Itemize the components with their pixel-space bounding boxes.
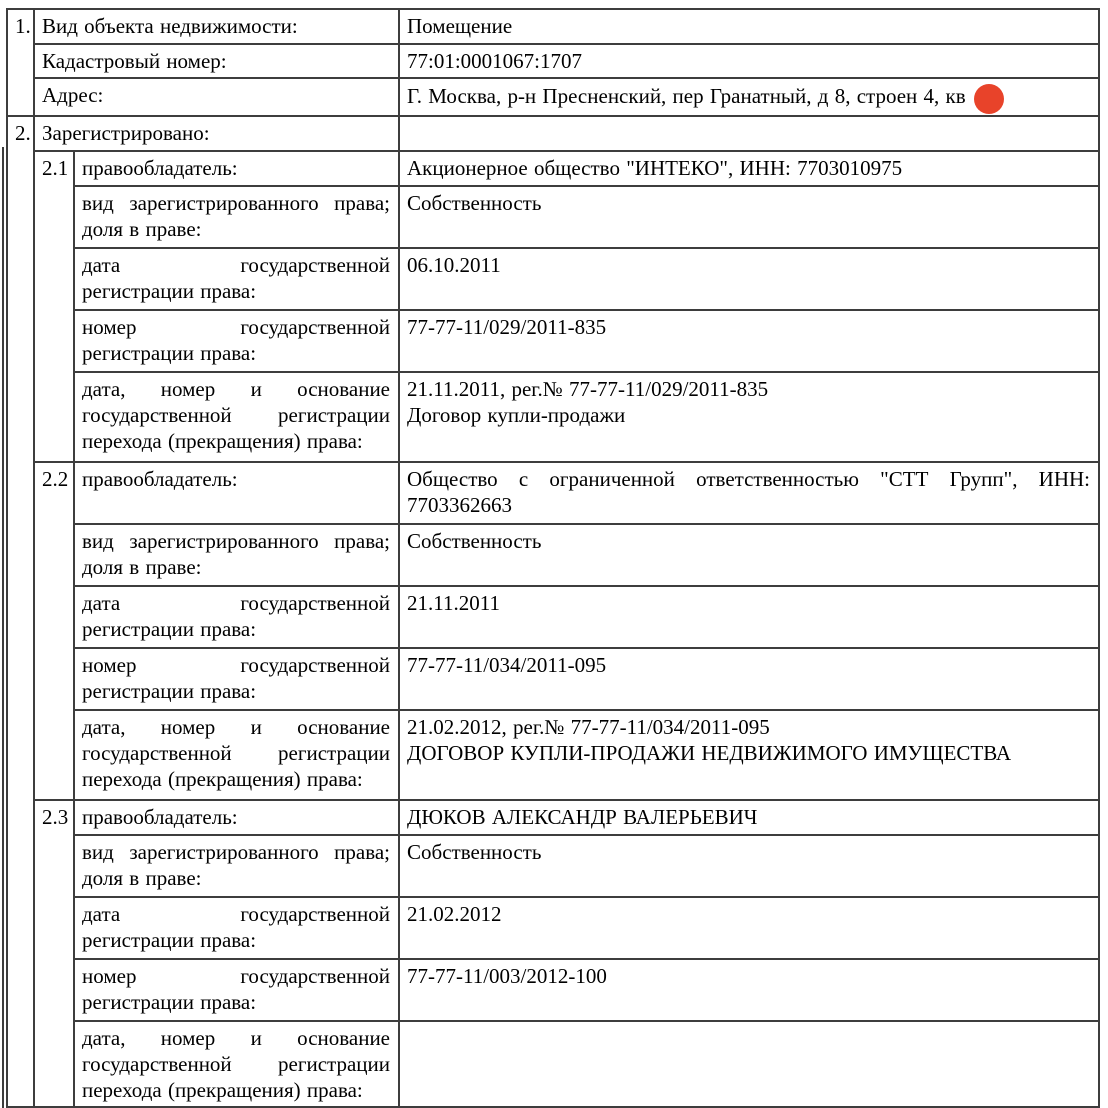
object-type-label: Вид объекта недвижимости: [34,9,399,44]
right-type-label-2-3: вид зарегистрированного права; доля в праве: [74,835,399,897]
right-type-label-2-1: вид зарегистрированного права; доля в праве: [74,186,399,248]
registered-header-label: Зарегистрировано: [34,116,399,151]
table-row [7,586,1099,648]
reg-date-label-2-2: дата государственной регистрации права: [74,586,399,648]
entry-number-2-3: 2.3 [34,800,74,1107]
table-row [7,800,1099,835]
reg-number-label-2-2: номер государственной регистрации права: [74,648,399,710]
entry-number-2-1: 2.1 [34,151,74,462]
transfer-value-2-3 [399,1021,1099,1107]
table-row [7,372,1099,462]
property-registry-table [6,8,1100,1108]
reg-number-label-2-3: номер государственной регистрации права: [74,959,399,1021]
table-row [7,648,1099,710]
reg-number-value-2-3: 77-77-11/003/2012-100 [399,959,1099,1021]
reg-date-label-2-1: дата государственной регистрации права: [74,248,399,310]
table-row [7,524,1099,586]
reg-date-value-2-2: 21.11.2011 [399,586,1099,648]
reg-number-value-2-1: 77-77-11/029/2011-835 [399,310,1099,372]
section-2-number: 2. [7,116,34,1107]
address-value: Г. Москва, р-н Пресненский, пер Гранатный, д 8, строен 4, кв [407,84,966,108]
transfer-value-2-1 [399,372,1099,462]
owner-label-2-2: правообладатель: [74,462,399,524]
table-row [7,462,1099,524]
reg-number-label-2-1: номер государственной регистрации права: [74,310,399,372]
owner-value-2-2: Общество с ограниченной ответственностью "СТТ Групп", ИНН: 7703362663 [399,462,1099,524]
right-type-label-2-2: вид зарегистрированного права; доля в праве: [74,524,399,586]
outer-table-left-border [2,147,4,1108]
entry-number-2-2: 2.2 [34,462,74,800]
address-value-cell [399,78,1099,116]
redaction-circle-icon [974,84,1004,114]
table-row [7,9,1099,44]
table-row [7,44,1099,78]
right-type-value-2-2: Собственность [399,524,1099,586]
cadastral-number-value: 77:01:0001067:1707 [399,44,1099,78]
table-row [7,835,1099,897]
section-1-number: 1. [7,9,34,116]
table-row [7,78,1099,116]
transfer-value-2-2 [399,710,1099,800]
transfer-value-line1: 21.02.2012, рег.№ 77-77-11/034/2011-095 [407,715,770,739]
transfer-value-line2: Договор купли-продажи [407,403,626,427]
table-row [7,310,1099,372]
table-row [7,710,1099,800]
table-row [7,897,1099,959]
reg-date-value-2-1: 06.10.2011 [399,248,1099,310]
transfer-value-line1: 21.11.2011, рег.№ 77-77-11/029/2011-835 [407,377,769,401]
right-type-value-2-1: Собственность [399,186,1099,248]
reg-date-value-2-3: 21.02.2012 [399,897,1099,959]
table-row [7,959,1099,1021]
transfer-label-2-3: дата, номер и основание государственной регистрации перехода (прекращения) права: [74,1021,399,1107]
table-row [7,116,1099,151]
transfer-label-2-2: дата, номер и основание государственной регистрации перехода (прекращения) права: [74,710,399,800]
right-type-value-2-3: Собственность [399,835,1099,897]
table-row [7,151,1099,186]
reg-number-value-2-2: 77-77-11/034/2011-095 [399,648,1099,710]
table-row [7,248,1099,310]
table-row [7,186,1099,248]
reg-date-label-2-3: дата государственной регистрации права: [74,897,399,959]
cadastral-number-label: Кадастровый номер: [34,44,399,78]
object-type-value: Помещение [399,9,1099,44]
owner-value-2-1: Акционерное общество "ИНТЕКО", ИНН: 7703010975 [399,151,1099,186]
transfer-value-line2: ДОГОВОР КУПЛИ-ПРОДАЖИ НЕДВИЖИМОГО ИМУЩЕСТВА [407,741,1012,765]
registered-header-value [399,116,1099,151]
address-label: Адрес: [34,78,399,116]
owner-label-2-1: правообладатель: [74,151,399,186]
owner-label-2-3: правообладатель: [74,800,399,835]
transfer-label-2-1: дата, номер и основание государственной регистрации перехода (прекращения) права: [74,372,399,462]
owner-value-2-3: ДЮКОВ АЛЕКСАНДР ВАЛЕРЬЕВИЧ [399,800,1099,835]
table-row [7,1021,1099,1107]
